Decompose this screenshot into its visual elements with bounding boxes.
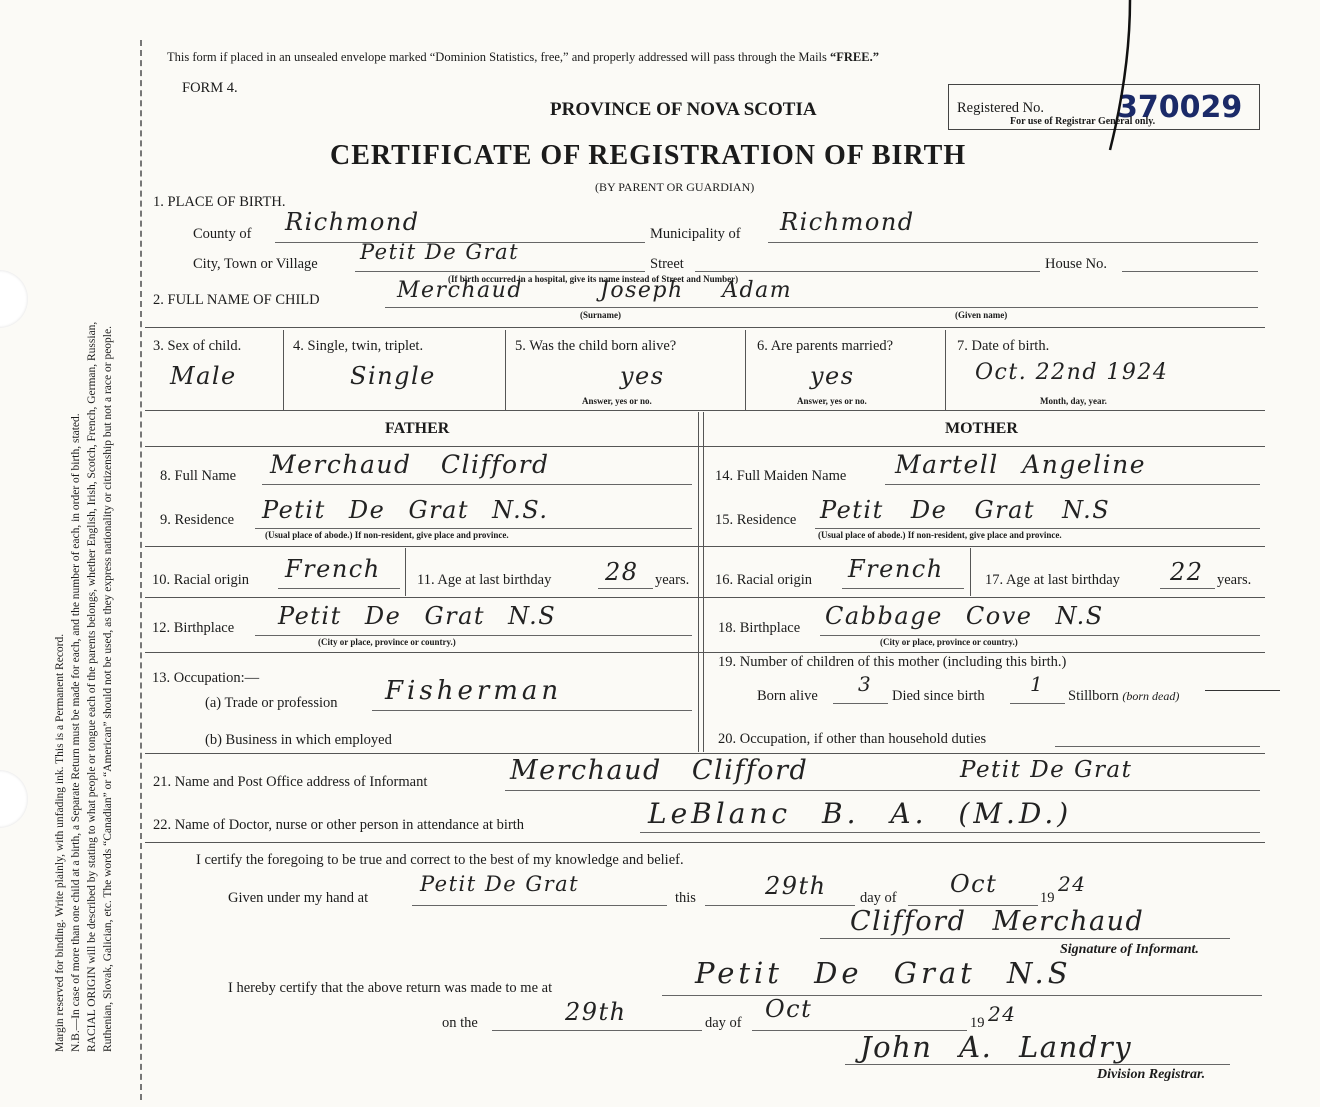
child-given-value[interactable]: Joseph Adam <box>600 278 793 303</box>
father-racial-line <box>278 588 400 589</box>
mail-note-free: “FREE.” <box>830 50 879 64</box>
informant-label: 21. Name and Post Office address of Informant <box>153 774 428 790</box>
reg-day-line <box>492 1030 702 1031</box>
mother-residence-line <box>815 528 1260 529</box>
mother-age-label: 17. Age at last birthday <box>985 572 1120 588</box>
county-value[interactable]: Richmond <box>285 208 420 236</box>
mother-occupation-line <box>1055 746 1260 747</box>
father-residence-line <box>255 528 692 529</box>
registrar-signature[interactable]: John A. Landry <box>860 1030 1133 1064</box>
given-at-label: Given under my hand at <box>228 890 369 906</box>
business-label: (b) Business in which employed <box>205 732 392 748</box>
registrar-place-line <box>662 995 1262 996</box>
father-birthplace-label: 12. Birthplace <box>152 620 235 636</box>
born-alive-label: Born alive <box>757 688 818 704</box>
province-heading: PROVINCE OF NOVA SCOTIA <box>550 99 817 120</box>
father-racial-label: 10. Racial origin <box>152 572 250 588</box>
municipality-label: Municipality of <box>650 226 741 242</box>
stillborn-note: (born dead) <box>1122 689 1180 703</box>
certificate-subtitle: (BY PARENT OR GUARDIAN) <box>595 180 755 194</box>
reg-month-value[interactable]: Oct <box>765 995 813 1023</box>
died-label: Died since birth <box>892 688 985 704</box>
col-divider <box>405 548 406 596</box>
birth-date-label: 7. Date of birth. <box>957 338 1050 354</box>
doctor-label: 22. Name of Doctor, nurse or other person in attendance at birth <box>153 817 525 833</box>
father-age-years: years. <box>655 572 690 588</box>
mother-residence-value[interactable]: Petit De Grat N.S <box>820 496 1111 524</box>
informant-name-value[interactable]: Merchaud Clifford <box>510 755 809 786</box>
trade-label: (a) Trade or profession <box>205 695 338 711</box>
father-heading: FATHER <box>385 420 450 437</box>
father-name-label: 8. Full Name <box>160 468 237 484</box>
this-label: this <box>675 890 696 906</box>
sex-label: 3. Sex of child. <box>153 338 242 354</box>
side-note-binding: Margin reserved for binding. Write plainly, with unfading ink. This is a Permanent Record. <box>54 633 66 1052</box>
form-number: FORM 4. <box>182 80 238 96</box>
doctor-value[interactable]: LeBlanc B. A. (M.D.) <box>648 797 1073 830</box>
street-label: Street <box>650 256 684 272</box>
col-divider <box>945 330 946 410</box>
house-label: House No. <box>1045 256 1108 272</box>
birth-date-value[interactable]: Oct. 22nd 1924 <box>975 360 1169 385</box>
surname-caption: (Surname) <box>580 310 621 320</box>
given-caption: (Given name) <box>955 310 1008 320</box>
county-label: County of <box>193 226 252 242</box>
binding-margin-line <box>140 40 142 1100</box>
given-at-line <box>412 905 667 906</box>
father-birthplace-value[interactable]: Petit De Grat N.S <box>278 602 557 630</box>
mail-note-text: This form if placed in an unsealed envelope marked “Dominion Statistics, free,” and properly addressed will pass through the Mails <box>167 50 831 64</box>
section-divider <box>145 597 1265 598</box>
multiple-birth-label: 4. Single, twin, triplet. <box>293 338 424 354</box>
father-age-label: 11. Age at last birthday <box>417 572 552 588</box>
mother-age-years: years. <box>1217 572 1252 588</box>
side-note-racial-origin: RACIAL ORIGIN will be described by stating to what people or tongue each of the parents belongs, whether English, Irish, Scotch, French, German, Russian, <box>86 321 98 1052</box>
mother-residence-caption: (Usual place of abode.) If non-resident, give place and province. <box>818 530 1062 540</box>
birth-date-caption: Month, day, year. <box>1040 396 1107 406</box>
parents-center-divider <box>703 412 704 752</box>
reg-year-prefix: 19 <box>970 1015 985 1031</box>
mother-residence-label: 15. Residence <box>715 512 797 528</box>
mail-note <box>167 50 879 65</box>
col-divider <box>505 330 506 410</box>
parents-center-divider <box>698 412 699 752</box>
mother-name-label: 14. Full Maiden Name <box>715 468 847 484</box>
given-at-value[interactable]: Petit De Grat <box>420 872 580 896</box>
parents-married-caption: Answer, yes or no. <box>797 396 867 406</box>
doctor-line <box>640 832 1260 833</box>
certificate-title: CERTIFICATE OF REGISTRATION OF BIRTH <box>330 140 967 171</box>
house-line <box>1122 271 1258 272</box>
given-day-line <box>705 905 855 906</box>
born-alive-caption: Answer, yes or no. <box>582 396 652 406</box>
informant-address-value[interactable]: Petit De Grat <box>960 757 1133 783</box>
municipality-value[interactable]: Richmond <box>780 208 915 236</box>
place-heading: 1. PLACE OF BIRTH. <box>153 194 286 210</box>
sex-value[interactable]: Male <box>170 362 237 390</box>
given-year-value[interactable]: 24 <box>1058 872 1087 896</box>
section-divider <box>145 410 1265 411</box>
mother-birthplace-line <box>820 635 1260 636</box>
children-count-label: 19. Number of children of this mother (including this birth.) <box>718 654 1067 670</box>
trade-value[interactable]: Fisherman <box>385 676 563 706</box>
mother-racial-line <box>842 588 964 589</box>
section-divider <box>145 842 1265 843</box>
born-alive-value[interactable]: 3 <box>858 672 873 696</box>
father-residence-label: 9. Residence <box>160 512 235 528</box>
multiple-birth-value[interactable]: Single <box>350 362 436 390</box>
mother-birthplace-label: 18. Birthplace <box>718 620 801 636</box>
reg-year-value[interactable]: 24 <box>988 1002 1017 1026</box>
parents-married-value[interactable]: yes <box>810 362 855 390</box>
given-day-of-label: day of <box>860 890 897 906</box>
col-divider <box>283 330 284 410</box>
child-name-label: 2. FULL NAME OF CHILD <box>153 292 320 308</box>
parents-married-label: 6. Are parents married? <box>757 338 894 354</box>
mother-name-value[interactable]: Martell Angeline <box>895 450 1147 479</box>
city-label: City, Town or Village <box>193 256 318 272</box>
born-alive-answer[interactable]: yes <box>620 362 665 390</box>
punch-hole <box>0 270 28 328</box>
heading-divider <box>145 446 1265 447</box>
registrar-signature-line <box>845 1064 1230 1065</box>
section-divider <box>145 652 1265 653</box>
section-divider <box>145 753 1265 754</box>
father-birthplace-caption: (City or place, province or country.) <box>318 637 456 647</box>
father-racial-value[interactable]: French <box>285 555 381 583</box>
col-divider <box>745 330 746 410</box>
born-alive-question-label: 5. Was the child born alive? <box>515 338 677 354</box>
certify-statement: I certify the foregoing to be true and correct to the best of my knowledge and belief. <box>196 852 684 868</box>
father-age-line <box>598 588 653 589</box>
registrar-note: For use of Registrar General only. <box>1010 116 1156 127</box>
mother-occupation-label: 20. Occupation, if other than household duties <box>718 731 987 747</box>
side-note-multiple-births: N.B.—In case of more than one child at a birth, a Separate Return must be made for each, and the number of each, in order of birth, stated. <box>70 413 82 1052</box>
given-year-prefix: 19 <box>1040 890 1055 906</box>
mother-racial-label: 16. Racial origin <box>715 572 813 588</box>
given-day-value[interactable]: 29th <box>765 872 827 900</box>
father-name-line <box>262 484 692 485</box>
registrar-place-value[interactable]: Petit De Grat N.S <box>695 956 1072 990</box>
registrar-signature-caption: Division Registrar. <box>1097 1067 1206 1082</box>
mother-name-line <box>885 484 1260 485</box>
section-divider <box>145 546 1265 547</box>
stillborn-label <box>1068 688 1179 705</box>
father-occupation-label: 13. Occupation:— <box>152 670 260 686</box>
informant-signature[interactable]: Clifford Merchaud <box>850 906 1145 937</box>
registry-stroke <box>1100 0 1140 160</box>
on-the-label: on the <box>442 1015 478 1031</box>
registered-label: Registered No. <box>957 100 1044 116</box>
father-age-value[interactable]: 28 <box>605 558 639 586</box>
mother-heading: MOTHER <box>945 420 1018 437</box>
born-alive-line <box>833 703 888 704</box>
mother-birthplace-value[interactable]: Cabbage Cove N.S <box>825 602 1104 630</box>
stillborn-line <box>1205 690 1280 691</box>
reg-day-value[interactable]: 29th <box>565 998 627 1026</box>
punch-hole <box>0 770 28 828</box>
mother-birthplace-caption: (City or place, province or country.) <box>880 637 1018 647</box>
child-name-line <box>385 307 1258 308</box>
child-surname-value[interactable]: Merchaud <box>397 278 523 303</box>
given-month-value[interactable]: Oct <box>950 870 998 898</box>
died-line <box>1010 703 1065 704</box>
registrar-statement: I hereby certify that the above return was made to me at <box>228 980 553 996</box>
section-divider <box>145 327 1265 328</box>
side-note-racial-terms: Ruthenian, Slovak, Galician, etc. The words “Canadian” or “American” should not be used, as they express nationality or citizenship but not a race or people. <box>102 326 114 1052</box>
hospital-note: (If birth occurred in a hospital, give its name instead of Street and Number) <box>448 274 739 284</box>
mother-racial-value[interactable]: French <box>848 555 944 583</box>
mother-age-line <box>1160 588 1215 589</box>
died-value[interactable]: 1 <box>1030 672 1045 696</box>
father-birthplace-line <box>255 635 692 636</box>
informant-signature-line <box>820 938 1230 939</box>
mother-age-value[interactable]: 22 <box>1170 558 1204 586</box>
father-name-value[interactable]: Merchaud Clifford <box>270 450 550 479</box>
registered-number: 370029 <box>1117 90 1243 125</box>
informant-signature-caption: Signature of Informant. <box>1060 942 1199 957</box>
reg-day-of-label: day of <box>705 1015 742 1031</box>
municipality-line <box>768 242 1258 243</box>
city-line <box>355 271 645 272</box>
street-line <box>695 271 1040 272</box>
informant-line <box>505 790 1260 791</box>
father-residence-caption: (Usual place of abode.) If non-resident, give place and province. <box>265 530 509 540</box>
city-value[interactable]: Petit De Grat <box>360 240 520 264</box>
col-divider <box>970 548 971 596</box>
stillborn-text: Stillborn <box>1068 688 1119 704</box>
trade-line <box>372 710 692 711</box>
father-residence-value[interactable]: Petit De Grat N.S. <box>262 496 549 524</box>
